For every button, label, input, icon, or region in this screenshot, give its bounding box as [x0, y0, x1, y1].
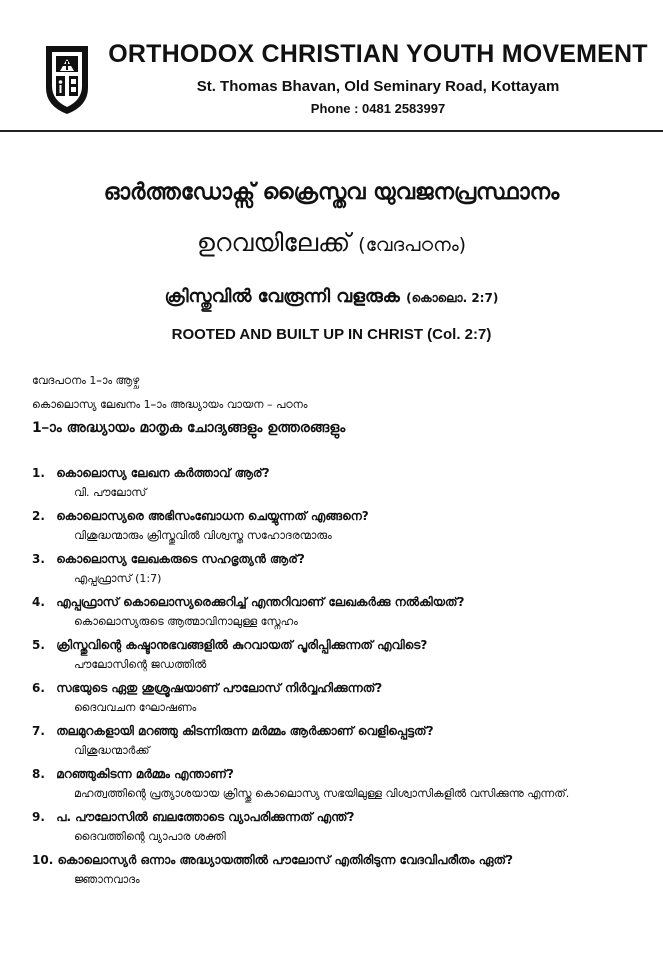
question-text: കൊലൊസ്യ ലേഖന കർത്താവ് ആര്?: [56, 466, 270, 480]
qa-item: [32, 464, 642, 502]
question-number: 5.: [32, 638, 45, 652]
question-number: 8.: [32, 767, 45, 781]
answer: എപ്പഫ്രാസ് (1:7): [74, 572, 162, 585]
question-number: 9.: [32, 810, 45, 824]
header-divider: [0, 130, 663, 132]
question-text: കൊലൊസ്യരെ അഭിസംബോധന ചെയ്യുന്നത് എങ്ങനെ?: [56, 509, 369, 523]
answer: വി. പൗലോസ്: [74, 486, 147, 499]
theme-main: ക്രിസ്തുവിൽ വേരൂന്നി വളരുക: [164, 286, 400, 307]
reading-label: കൊലൊസ്യ ലേഖനം 1–ാം അദ്ധ്യായം വായന – പഠനം: [32, 398, 308, 411]
organization-address: St. Thomas Bhavan, Old Seminary Road, Kottayam: [196, 78, 560, 95]
qa-item: [32, 679, 642, 717]
subtitle-main: ഉറവയിലേക്ക്: [196, 228, 351, 257]
question-text: ക്രിസ്തുവിന്റെ കഷ്ടാനുഭവങ്ങളിൽ കുറവായത് പൂരിപ്പിക്കുന്നത് എവിടെ?: [56, 638, 428, 652]
qa-item: [32, 636, 642, 674]
question-number: 10.: [32, 853, 54, 867]
answer: കൊലൊസ്യരുടെ ആത്മാവിനാലുള്ള സ്നേഹം: [74, 615, 298, 628]
organization-phone: Phone : 0481 2583997: [310, 101, 446, 116]
letterhead: [0, 0, 663, 132]
question: [32, 722, 642, 741]
question: [32, 808, 642, 827]
answer: ജ്ഞാനവാദം: [74, 873, 140, 886]
document-subtitle: [0, 228, 663, 258]
question-number: 2.: [32, 509, 45, 523]
week-label: വേദപഠനം 1–ാം ആഴ്ച: [32, 374, 140, 387]
qa-item: [32, 808, 642, 846]
answer: വിശുദ്ധന്മാർക്ക്: [74, 744, 150, 757]
qa-item: [32, 851, 642, 889]
question-text: തലമുറകളായി മറഞ്ഞു കിടന്നിരുന്ന മർമ്മം ആർക്കാണ് വെളിപ്പെട്ടത്?: [56, 724, 434, 738]
theme-malayalam: [0, 286, 663, 307]
question: [32, 507, 642, 526]
answer: ദൈവത്തിന്റെ വ്യാപാര ശക്തി: [74, 830, 226, 843]
question: [32, 679, 642, 698]
question: [32, 464, 642, 483]
answer: മഹത്വത്തിന്റെ പ്രത്യാശയായ ക്രിസ്തു കൊലൊസ്യ സഭയിലുള്ള വിശ്വാസികളിൽ വസിക്കുന്നു എന്നത്.: [74, 787, 570, 800]
qa-item: [32, 722, 642, 760]
question-text: എപ്പഫ്രാസ് കൊലൊസ്യരെക്കുറിച്ച് എന്തറിവാണ് ലേഖകർക്കു നൽകിയത്?: [56, 595, 465, 609]
question-text: സഭയുടെ ഏതു ശുശ്രൂഷയാണ് പൗലോസ് നിർവ്വഹിക്കുന്നത്?: [56, 681, 383, 695]
answer: ദൈവവചന ഘോഷണം: [74, 701, 197, 714]
question: [32, 593, 642, 612]
theme-english: ROOTED AND BUILT UP IN CHRIST (Col. 2:7): [171, 326, 492, 343]
organization-name: ORTHODOX CHRISTIAN YOUTH MOVEMENT: [108, 40, 648, 68]
question-number: 1.: [32, 466, 45, 480]
qa-item: [32, 507, 642, 545]
question: [32, 765, 642, 784]
question-answer-list: [32, 464, 642, 894]
question-text: കൊലൊസ്യ ലേഖകരുടെ സഹഭൃത്യൻ ആര്?: [56, 552, 305, 566]
question: [32, 851, 642, 870]
qa-item: [32, 550, 642, 588]
question-number: 7.: [32, 724, 45, 738]
question-number: 3.: [32, 552, 45, 566]
question: [32, 550, 642, 569]
theme-reference: (കൊലൊ. 2:7): [406, 291, 499, 305]
ocym-emblem-icon: [40, 42, 94, 116]
question-text: പ. പൗലോസിൽ ബലത്തോടെ വ്യാപരിക്കുന്നത് എന്ത്?: [56, 810, 355, 824]
answer: വിശുദ്ധന്മാരും ക്രിസ്തുവിൽ വിശ്വസ്ത സഹോദരന്മാരും: [74, 529, 332, 542]
question-text: കൊലൊസ്യർ ഒന്നാം അദ്ധ്യായത്തിൽ പൗലോസ് എതിരിടുന്ന വേദവിപരീതം ഏത്?: [57, 853, 513, 867]
subtitle-paren: (വേദപഠനം): [358, 234, 467, 256]
section-title: 1–ാം അദ്ധ്യായം മാതൃക ചോദ്യങ്ങളും ഉത്തരങ്ങളും: [32, 420, 346, 436]
question-number: 4.: [32, 595, 45, 609]
document-title: ഓർത്തഡോക്സ് ക്രൈസ്തവ യുവജനപ്രസ്ഥാനം: [103, 180, 560, 205]
answer: പൗലോസിന്റെ ജഡത്തിൽ: [74, 658, 207, 671]
question-number: 6.: [32, 681, 45, 695]
question-text: മറഞ്ഞുകിടന്ന മർമ്മം എന്താണ്?: [56, 767, 234, 781]
qa-item: [32, 765, 642, 803]
question: [32, 636, 642, 655]
qa-item: [32, 593, 642, 631]
